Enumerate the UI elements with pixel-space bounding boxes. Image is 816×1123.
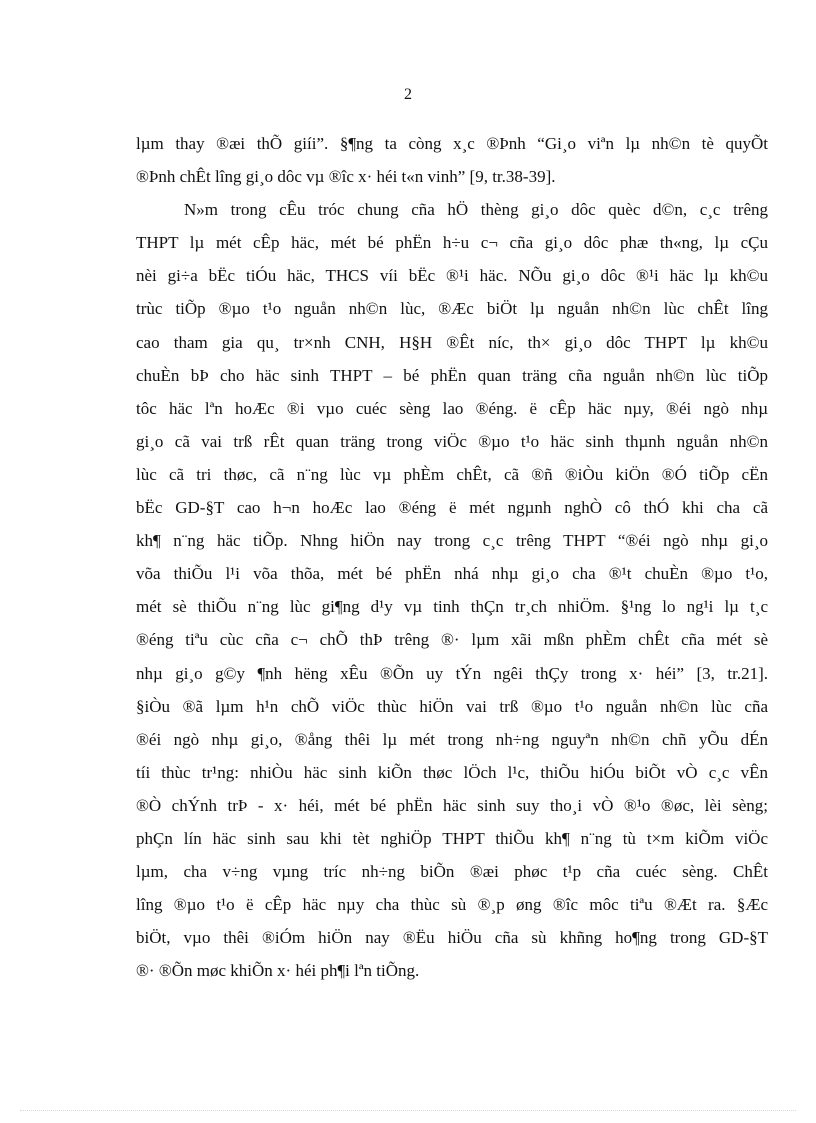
text-line: phÇn lín häc sinh sau khi tèt nghiÖp THPT thiÕu kh¶ n¨ng tù t×m kiÕm viÖc [136,828,768,848]
page-bottom-divider [20,1110,796,1111]
text-line: THPT lµ mét cÊp häc, mét bé phËn h÷u c¬ cña gi¸o dôc phæ th«ng, lµ cÇu [136,233,768,253]
text-line: nhµ gi¸o g©y ¶nh hëng xÊu ®Õn uy tÝn ngêi thÇy trong x· héi” [3, tr.21]. [136,663,768,683]
page-number: 2 [404,86,412,103]
text-line: lîng ®µo t¹o ë cÊp häc nµy cha thùc sù ®¸p øng ®îc môc tiªu ®Æt ra. §Æc [136,895,768,915]
text-line: trùc tiÕp ®µo t¹o nguån nh©n lùc, ®Æc biÖt lµ nguån nh©n lùc chÊt lîng [136,299,768,319]
text-line: ®éng tiªu cùc cña c¬ chÕ thÞ trêng ®· lµm xãi mßn phÈm chÊt cña mét sè [136,630,768,650]
text-line: N»m trong cÊu tróc chung cña hÖ thèng gi¸o dôc quèc d©n, c¸c trêng [184,200,768,220]
text-line: mét sè thiÕu n¨ng lùc gi¶ng d¹y vµ tinh thÇn tr¸ch nhiÖm. §¹ng lo ng¹i lµ t¸c [136,597,768,617]
text-line: gi¸o cã vai trß rÊt quan träng trong viÖc ®µo t¹o häc sinh thµnh nguån nh©n [136,431,768,451]
text-line: biÖt, vµo thêi ®iÓm hiÖn nay ®Ëu hiÖu cña sù khñng ho¶ng trong GD-§T [136,928,768,948]
text-line: lµm, cha v÷ng vµng tríc nh÷ng biÕn ®æi phøc t¹p cña cuéc sèng. ChÊt [136,862,768,882]
text-line: bËc GD-§T cao h¬n hoÆc lao ®éng ë mét ngµnh nghÒ cô thÓ khi cha cã [136,498,768,518]
body-text [136,127,768,987]
text-line: ®Ò chÝnh trÞ - x· héi, mét bé phËn häc sinh suy tho¸i vÒ ®¹o ®øc, lèi sèng; [136,795,768,815]
text-line: §iÒu ®ã lµm h¹n chÕ viÖc thùc hiÖn vai trß ®µo t¹o nguån nh©n lùc cña [136,696,768,716]
text-line: võa thiÕu l¹i võa thõa, mét bé phËn nhá nhµ gi¸o cha ®¹t chuÈn ®µo t¹o, [136,564,768,584]
text-line: cao tham gia qu¸ tr×nh CNH, H§H ®Êt níc, th× gi¸o dôc THPT lµ kh©u [136,332,768,352]
text-line: tôc häc lªn hoÆc ®i vµo cuéc sèng lao ®éng. ë cÊp häc nµy, ®éi ngò nhµ [136,398,768,418]
text-line: nèi gi÷a bËc tiÓu häc, THCS víi bËc ®¹i häc. NÕu gi¸o dôc ®¹i häc lµ kh©u [136,266,768,286]
text-line: chuÈn bÞ cho häc sinh THPT – bé phËn quan träng cña nguån nh©n lùc tiÕp [136,365,768,385]
text-line: lµm thay ®æi thÕ giíi”. §¶ng ta còng x¸c ®Þnh “Gi¸o viªn lµ nh©n tè quyÕt [136,134,768,153]
text-line: ®éi ngò nhµ gi¸o, ®ång thêi lµ mét trong nh÷ng nguyªn nh©n chñ yÕu dÉn [136,729,768,749]
text-line: lùc cã tri thøc, cã n¨ng lùc vµ phÈm chÊt, cã ®ñ ®iÒu kiÖn ®Ó tiÕp cËn [136,464,768,484]
text-line: ®· ®Õn møc khiÕn x· héi ph¶i lªn tiÕng. [136,961,420,981]
text-line: tíi thùc tr¹ng: nhiÒu häc sinh kiÕn thøc lÖch l¹c, thiÕu hiÓu biÕt vÒ c¸c vÊn [136,762,768,782]
text-line: kh¶ n¨ng häc tiÕp. Nhng hiÖn nay trong c¸c trêng THPT “®éi ngò nhµ gi¸o [136,531,768,551]
text-line: ®Þnh chÊt lîng gi¸o dôc vµ ®îc x· héi t«n vinh” [9, tr.38-39]. [136,167,556,187]
